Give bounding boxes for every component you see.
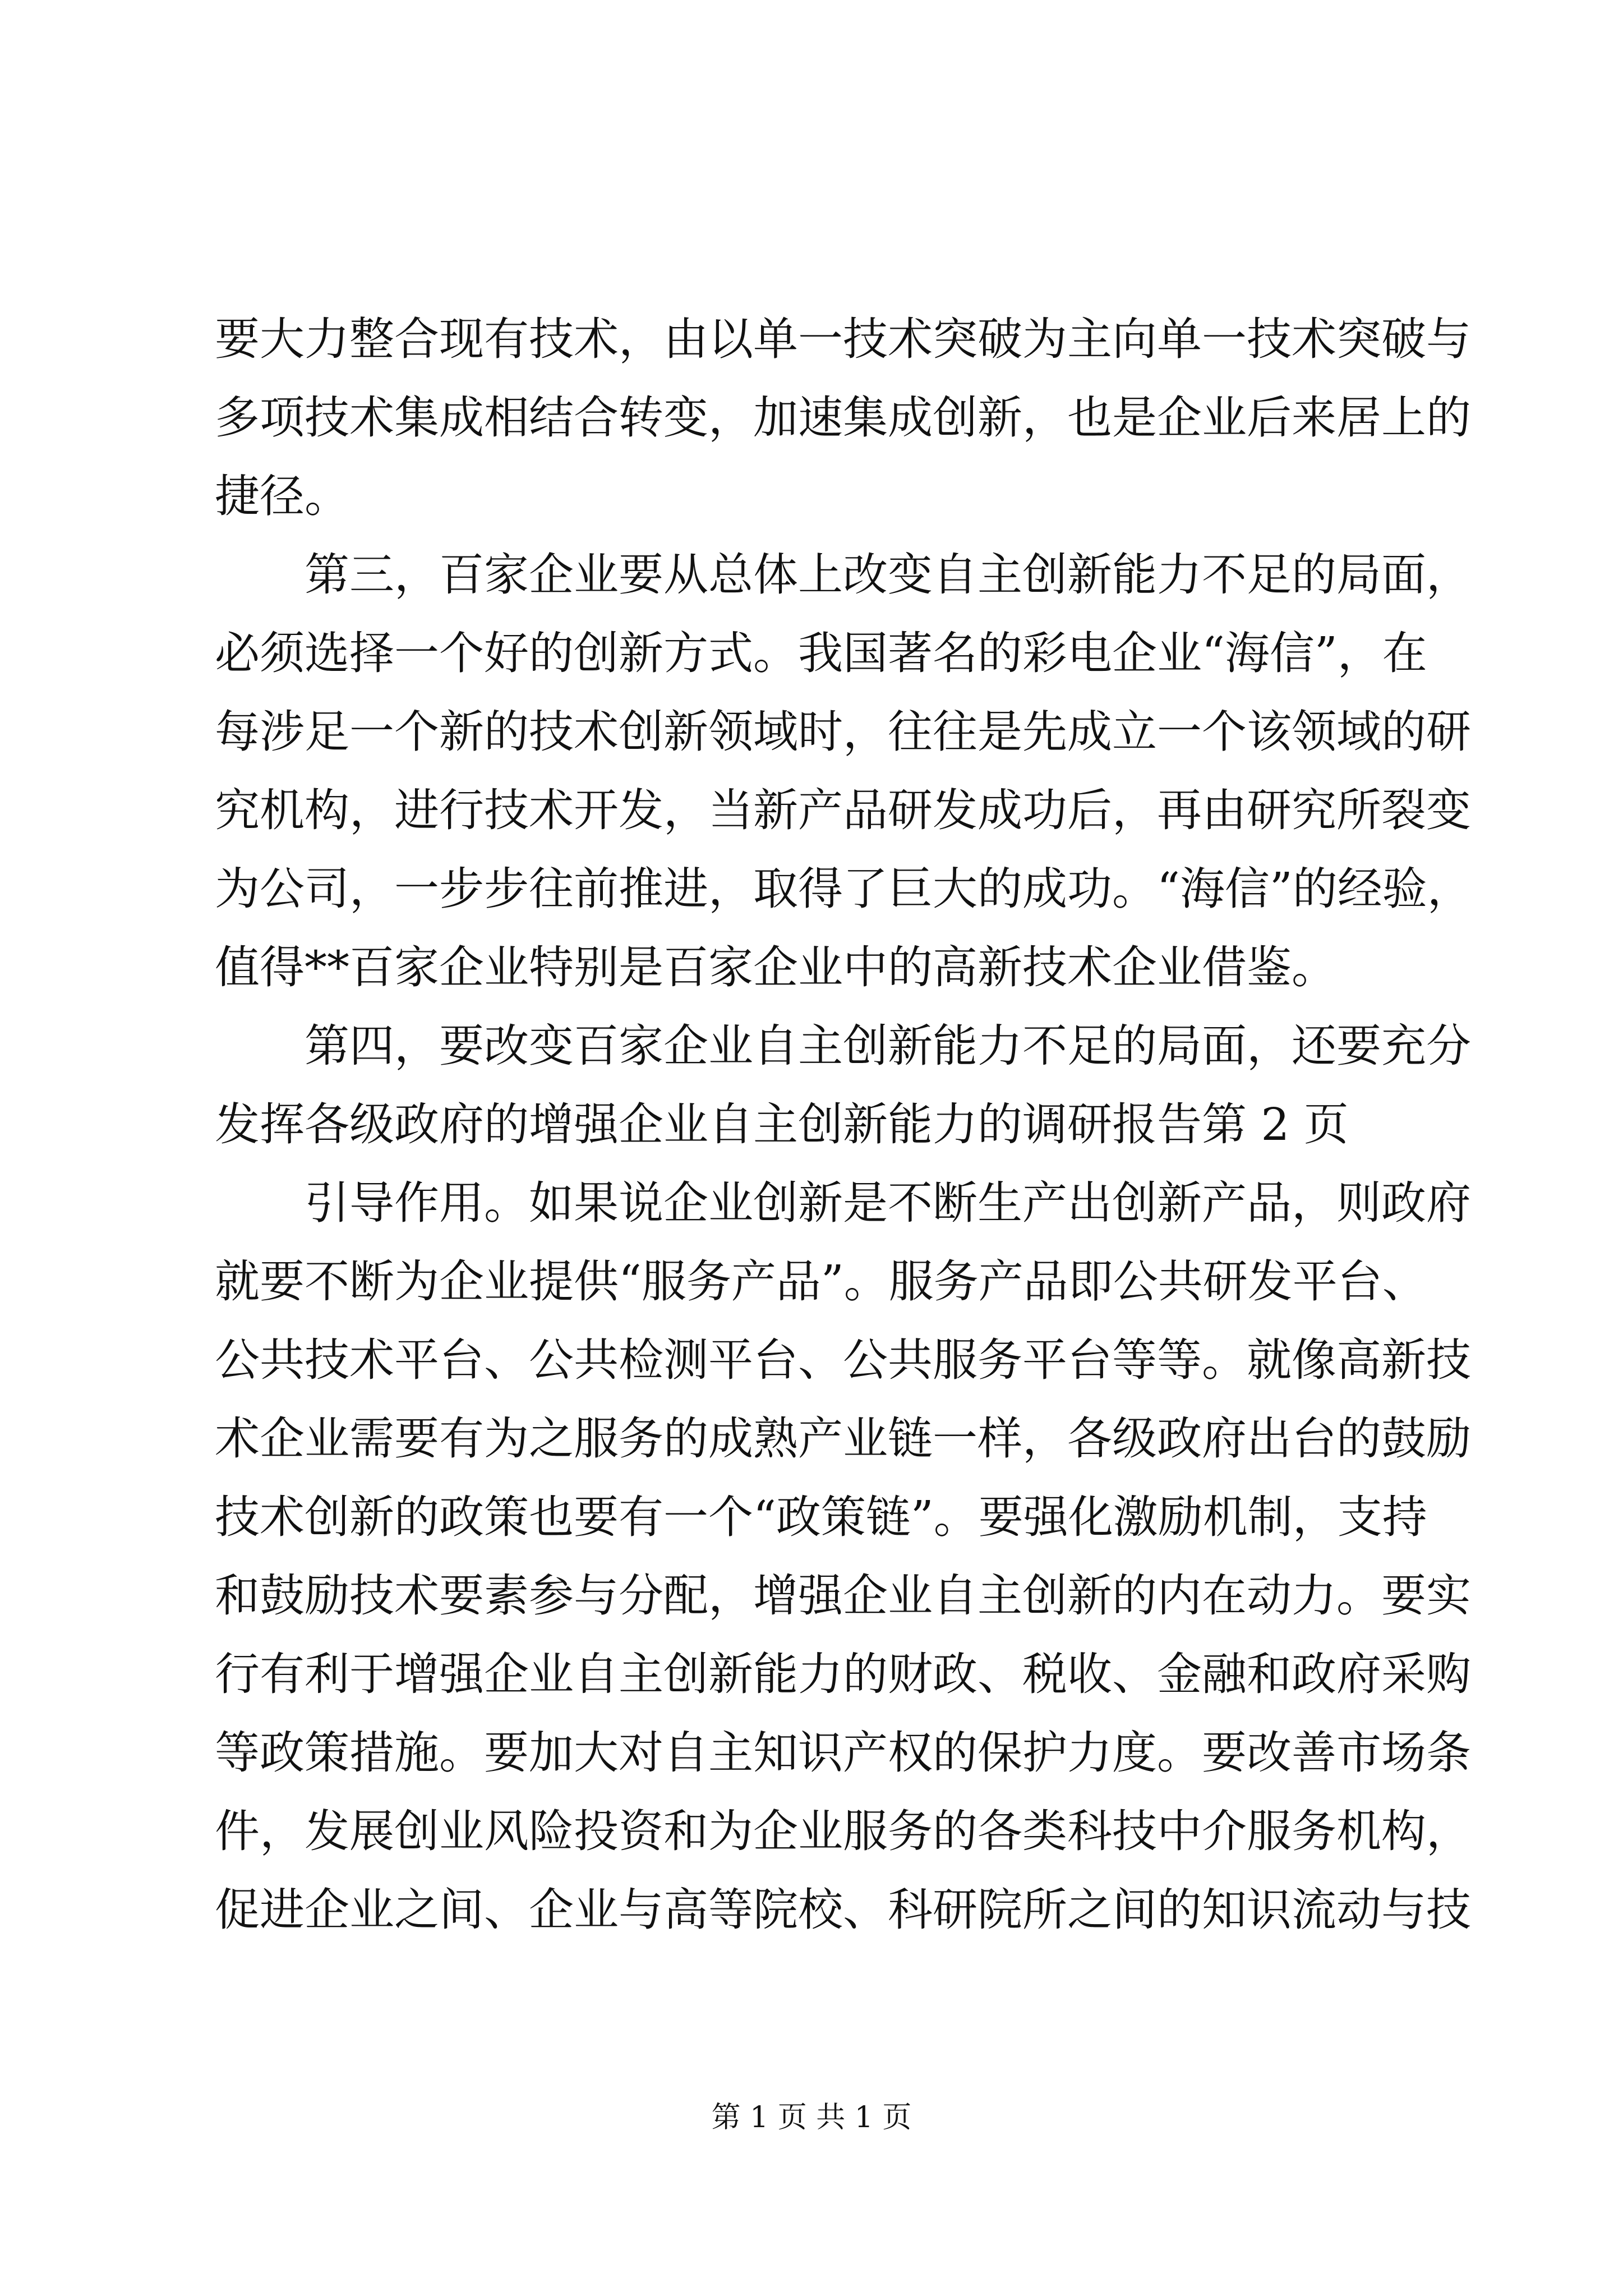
text-line-5: 必须选择一个好的创新方式。我国著名的彩电企业“海信”，在	[215, 627, 1427, 679]
text-line-6: 每涉足一个新的技术创新领域时，往往是先成立一个该领域的研	[215, 706, 1471, 758]
text-line-20: 件，发展创业风险投资和为企业服务的各类科技中介服务机构，	[215, 1805, 1471, 1857]
text-line-10: 第四，要改变百家企业自主创新能力不足的局面，还要充分	[305, 1020, 1471, 1072]
page-footer: 第 1 页 共 1 页	[711, 2101, 912, 2134]
text-line-9: 值得**百家企业特别是百家企业中的高新技术企业借鉴。	[215, 941, 1336, 993]
text-line-21: 促进企业之间、企业与高等院校、科研院所之间的知识流动与技	[215, 1884, 1471, 1936]
text-line-1: 要大力整合现有技术，由以单一技术突破为主向单一技术突破与	[215, 313, 1471, 365]
text-line-19: 等政策措施。要加大对自主知识产权的保护力度。要改善市场条	[215, 1727, 1471, 1779]
text-line-18: 行有利于增强企业自主创新能力的财政、税收、金融和政府采购	[215, 1648, 1471, 1700]
text-line-4: 第三，百家企业要从总体上改变自主创新能力不足的局面，	[305, 549, 1471, 601]
text-line-16: 技术创新的政策也要有一个“政策链”。要强化激励机制，支持	[215, 1491, 1427, 1543]
text-line-2: 多项技术集成相结合转变，加速集成创新，也是企业后来居上的	[215, 392, 1471, 444]
text-line-17: 和鼓励技术要素参与分配，增强企业自主创新的内在动力。要实	[215, 1570, 1471, 1622]
text-line-11: 发挥各级政府的增强企业自主创新能力的调研报告第 2 页	[215, 1098, 1349, 1151]
text-line-12: 引导作用。如果说企业创新是不断生产出创新产品，则政府	[305, 1177, 1471, 1229]
text-line-15: 术企业需要有为之服务的成熟产业链一样，各级政府出台的鼓励	[215, 1412, 1471, 1465]
text-line-14: 公共技术平台、公共检测平台、公共服务平台等等。就像高新技	[215, 1334, 1471, 1386]
text-line-13: 就要不断为企业提供“服务产品”。服务产品即公共研发平台、	[215, 1255, 1427, 1308]
text-line-3: 捷径。	[215, 470, 349, 522]
text-line-8: 为公司，一步步往前推进，取得了巨大的成功。“海信”的经验，	[215, 863, 1472, 915]
text-line-7: 究机构，进行技术开发，当新产品研发成功后，再由研究所裂变	[215, 784, 1471, 836]
